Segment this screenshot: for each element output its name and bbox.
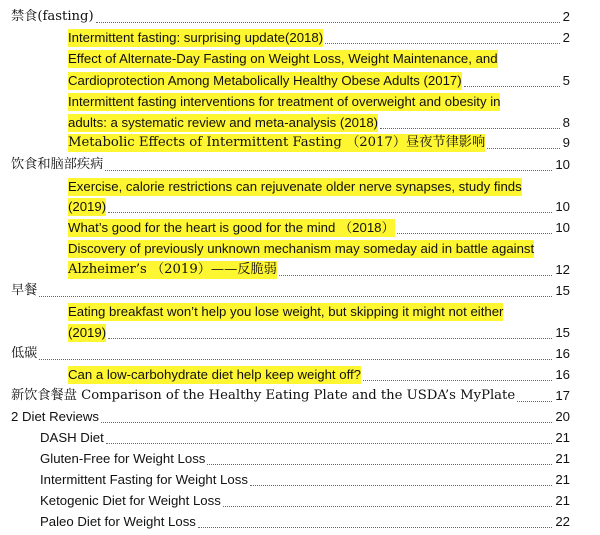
toc-entry[interactable] bbox=[0, 8, 600, 26]
dot-leader bbox=[105, 152, 552, 171]
toc-entry-title: Cardioprotection Among Metabolically Healthy Obese Adults (2017) bbox=[68, 73, 462, 88]
dot-leader bbox=[325, 25, 560, 44]
toc-entry[interactable] bbox=[0, 261, 600, 279]
toc-entry-title: 2 Diet Reviews bbox=[11, 409, 99, 424]
dot-leader bbox=[96, 4, 560, 23]
toc-entry-title: 低碳 bbox=[11, 346, 38, 361]
toc-page-number: 10 bbox=[555, 199, 570, 214]
toc-entry[interactable] bbox=[0, 345, 600, 363]
dot-leader bbox=[39, 341, 552, 360]
toc-entry[interactable] bbox=[0, 50, 600, 68]
dot-leader bbox=[108, 194, 552, 213]
toc-page-number: 22 bbox=[555, 514, 570, 529]
dot-leader bbox=[279, 257, 552, 276]
toc-page-number: 20 bbox=[555, 409, 570, 424]
toc-entry[interactable] bbox=[0, 429, 600, 447]
toc-entry-title: Paleo Diet for Weight Loss bbox=[40, 514, 196, 529]
toc-page-number: 15 bbox=[555, 283, 570, 298]
toc-entry[interactable] bbox=[0, 29, 600, 47]
toc-entry[interactable] bbox=[0, 471, 600, 489]
toc-page-number: 8 bbox=[562, 115, 570, 130]
toc-entry-title: Effect of Alternate-Day Fasting on Weight Loss, Weight Maintenance, and bbox=[68, 51, 498, 66]
toc-page-number: 15 bbox=[555, 325, 570, 340]
dot-leader bbox=[207, 446, 552, 465]
toc-entry[interactable] bbox=[0, 282, 600, 300]
toc-page-number: 12 bbox=[555, 262, 570, 277]
dot-leader bbox=[101, 404, 552, 423]
toc-page-number: 16 bbox=[555, 367, 570, 382]
toc-entry-title: Can a low-carbohydrate diet help keep weight off? bbox=[68, 367, 361, 382]
toc-entry-title: 早餐 bbox=[11, 283, 38, 298]
toc-entry[interactable] bbox=[0, 303, 600, 321]
toc-entry-title: Gluten-Free for Weight Loss bbox=[40, 451, 206, 466]
toc-entry[interactable] bbox=[0, 198, 600, 216]
toc-page-number: 2 bbox=[562, 30, 570, 45]
dot-leader bbox=[487, 130, 560, 149]
toc-page-number: 10 bbox=[555, 220, 570, 235]
dot-leader bbox=[39, 278, 552, 297]
dot-leader bbox=[517, 383, 552, 402]
toc-entry[interactable] bbox=[0, 387, 600, 405]
toc-entry-title: Intermittent fasting interventions for treatment of overweight and obesity in bbox=[68, 94, 501, 109]
toc-entry-title: Discovery of previously unknown mechanism may someday aid in battle against bbox=[68, 241, 535, 256]
toc-entry[interactable] bbox=[0, 156, 600, 174]
toc-page-number: 2 bbox=[562, 9, 570, 24]
dot-leader bbox=[250, 467, 552, 486]
dot-leader bbox=[198, 509, 552, 528]
toc-entry-title: Ketogenic Diet for Weight Loss bbox=[40, 493, 221, 508]
toc-page-number: 5 bbox=[562, 73, 570, 88]
toc-entry-title: (2019) bbox=[68, 199, 107, 214]
dot-leader bbox=[380, 110, 560, 129]
dot-leader bbox=[464, 68, 560, 87]
dot-leader bbox=[108, 320, 552, 339]
toc-entry-title: Intermittent fasting: surprising update(2018) bbox=[68, 30, 324, 45]
toc-entry-title: 新饮食餐盘 Comparison of the Healthy Eating Plate and the USDA’s MyPlate bbox=[11, 388, 516, 403]
toc-page-number: 9 bbox=[562, 135, 570, 150]
toc-page-number: 17 bbox=[555, 388, 570, 403]
toc-entry[interactable] bbox=[0, 450, 600, 468]
toc-entry-title: (2019) bbox=[68, 325, 107, 340]
dot-leader bbox=[106, 425, 552, 444]
toc-entry[interactable] bbox=[0, 93, 600, 111]
toc-entry[interactable] bbox=[0, 219, 600, 237]
toc-entry[interactable] bbox=[0, 72, 600, 90]
toc-entry-title: Exercise, calorie restrictions can rejuvenate older nerve synapses, study finds bbox=[68, 179, 522, 194]
toc-entry-title: 禁食(fasting) bbox=[11, 9, 94, 24]
toc-entry[interactable] bbox=[0, 408, 600, 426]
dot-leader bbox=[223, 488, 552, 507]
dot-leader bbox=[363, 362, 552, 381]
dot-leader bbox=[397, 215, 552, 234]
toc-page-number: 21 bbox=[555, 451, 570, 466]
toc-entry[interactable] bbox=[0, 240, 600, 258]
toc-entry-title: Alzheimer’s （2019）——反脆弱 bbox=[68, 262, 277, 277]
toc-entry-title: adults: a systematic review and meta-analysis (2018) bbox=[68, 115, 379, 130]
toc-page-number: 16 bbox=[555, 346, 570, 361]
toc-entry[interactable] bbox=[0, 366, 600, 384]
toc-entry[interactable] bbox=[0, 513, 600, 531]
toc-entry-title: Eating breakfast won’t help you lose weight, but skipping it might not either bbox=[68, 304, 504, 319]
toc-entry-title: What’s good for the heart is good for the mind （2018） bbox=[68, 220, 395, 235]
toc-entry-title: Intermittent Fasting for Weight Loss bbox=[40, 472, 248, 487]
toc-entry[interactable] bbox=[0, 134, 600, 152]
toc-page-number: 10 bbox=[555, 157, 570, 172]
toc-page-number: 21 bbox=[555, 493, 570, 508]
toc-entry-title: 饮食和脑部疾病 bbox=[11, 157, 104, 172]
toc-entry[interactable] bbox=[0, 492, 600, 510]
toc-page-number: 21 bbox=[555, 472, 570, 487]
toc-page-number: 21 bbox=[555, 430, 570, 445]
toc-entry-title: Metabolic Effects of Intermittent Fasting （2017）昼夜节律影响 bbox=[68, 135, 486, 150]
toc-entry-title: DASH Diet bbox=[40, 430, 104, 445]
toc-entry[interactable] bbox=[0, 324, 600, 342]
